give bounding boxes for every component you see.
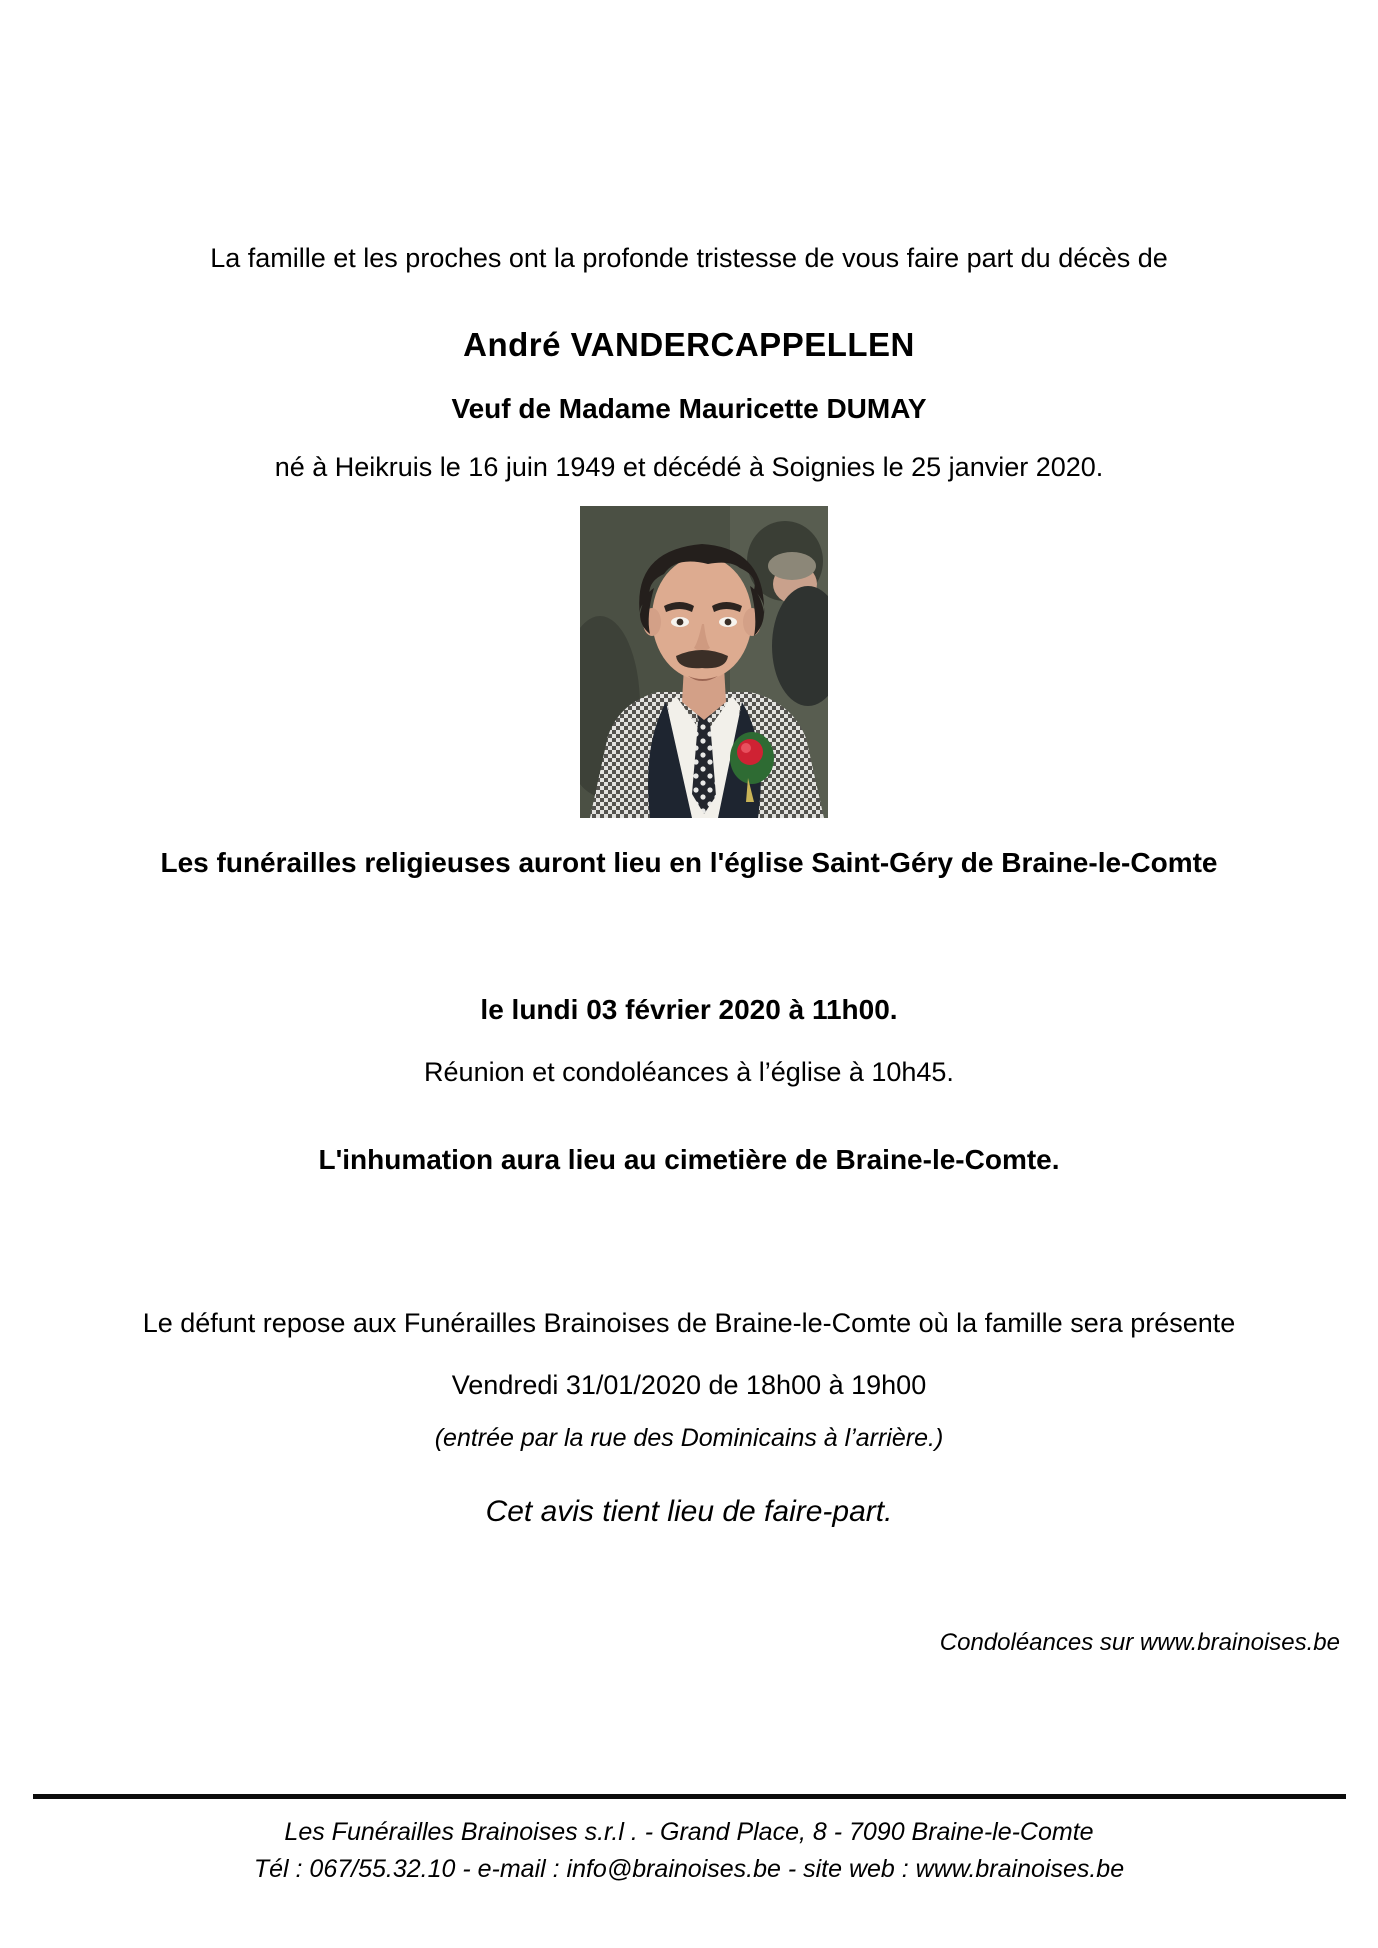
portrait-photo-illustration <box>580 506 828 818</box>
intro-text: La famille et les proches ont la profonde tristesse de vous faire part du décès de <box>210 243 1168 273</box>
visit-note: (entrée par la rue des Dominicains à l’arrière.) <box>434 1424 944 1452</box>
burial-text: L'inhumation aura lieu au cimetière de Braine-le-Comte. <box>318 1144 1060 1175</box>
repose-text: Le défunt repose aux Funérailles Brainoises de Braine-le-Comte où la famille sera présente <box>142 1308 1236 1338</box>
footer-company-address: Les Funérailles Brainoises s.r.l . - Grand Place, 8 - 7090 Braine-le-Comte <box>284 1818 1094 1846</box>
relationship-text: Veuf de Madame Mauricette DUMAY <box>451 393 927 424</box>
notice-text: Cet avis tient lieu de faire-part. <box>485 1495 893 1528</box>
gathering-text: Réunion et condoléances à l’église à 10h45. <box>424 1057 954 1087</box>
visit-datetime: Vendredi 31/01/2020 de 18h00 à 19h00 <box>451 1370 927 1400</box>
deceased-name: André VANDERCAPPELLEN <box>463 326 915 363</box>
birth-death-text: né à Heikruis le 16 juin 1949 et décédé à Soignies le 25 janvier 2020. <box>274 452 1104 482</box>
footer-contact-info: Tél : 067/55.32.10 - e-mail : info@brainoises.be - site web : www.brainoises.be <box>253 1855 1125 1883</box>
ceremony-datetime: le lundi 03 février 2020 à 11h00. <box>480 994 898 1025</box>
ceremony-text: Les funérailles religieuses auront lieu en l'église Saint-Géry de Braine-le-Comte <box>160 847 1218 878</box>
footer-divider <box>33 1794 1346 1799</box>
deceased-photo <box>580 506 828 818</box>
condolences-text: Condoléances sur www.brainoises.be <box>939 1629 1340 1656</box>
